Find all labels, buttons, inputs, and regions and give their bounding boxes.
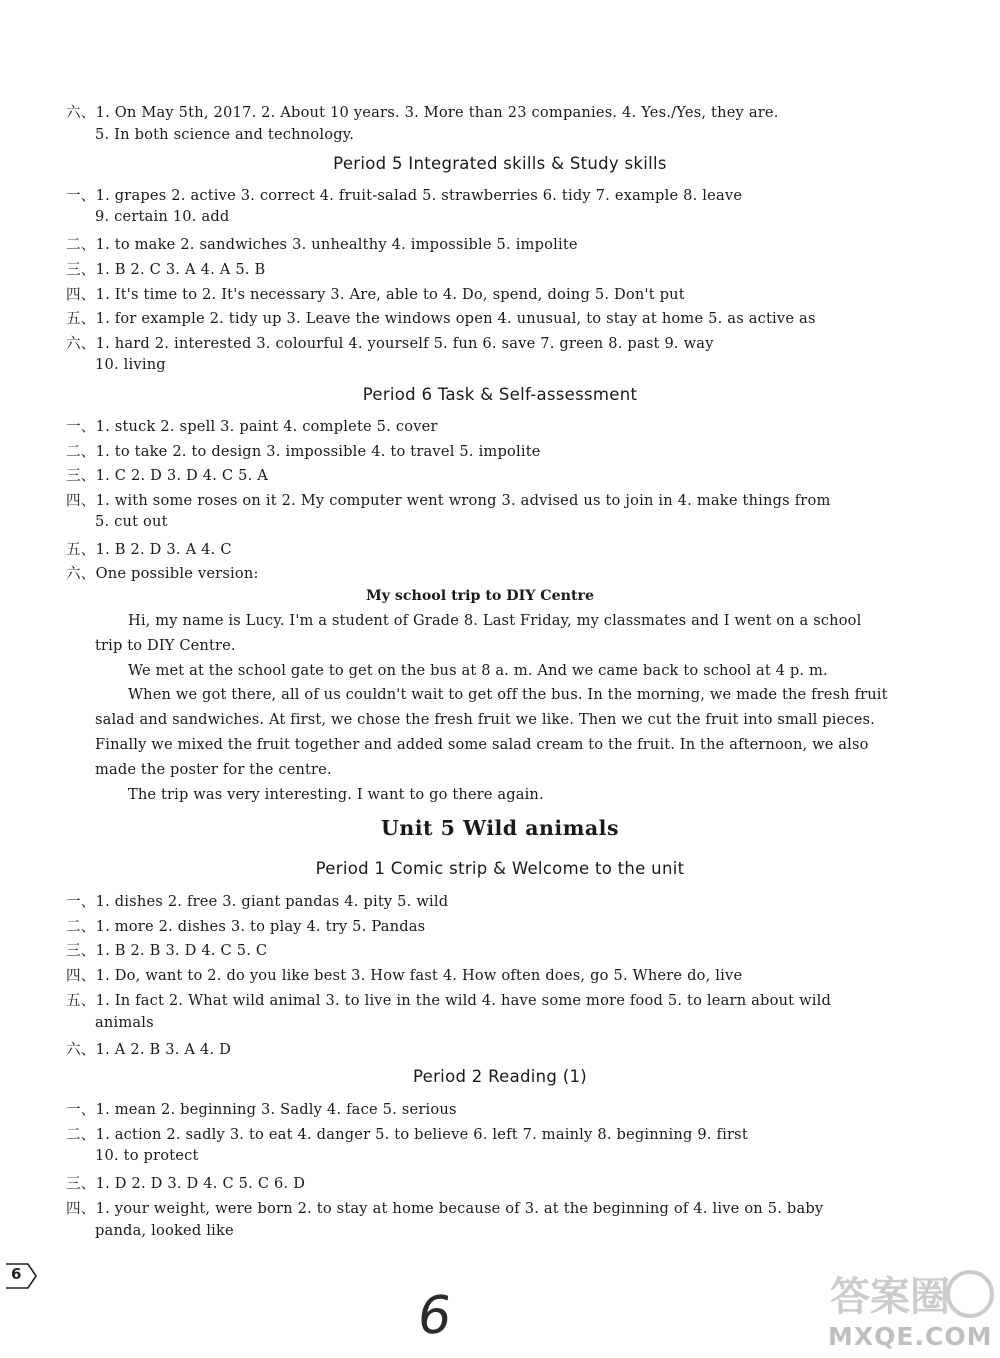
answer-line: 9. certain 10. add	[95, 208, 230, 225]
answer-line: 三、1. C 2. D 3. D 4. C 5. A	[66, 467, 269, 484]
answer-line: panda, looked like	[95, 1222, 234, 1239]
watermark-text: MXQE.COM	[828, 1322, 993, 1351]
essay-line: We met at the school gate to get on the bus at 8 a. m. And we came back to school at 4 p. m.	[128, 662, 828, 679]
answer-line: animals	[95, 1014, 154, 1031]
watermark-logo-text: 答案圈	[830, 1274, 950, 1320]
essay-line: Finally we mixed the fruit together and added some salad cream to the fruit. In the afternoon, we also	[95, 736, 869, 753]
essay-line: salad and sandwiches. At first, we chose the fresh fruit we like. Then we cut the fruit into small pieces.	[95, 711, 875, 728]
unit-title: Unit 5 Wild animals	[380, 816, 620, 840]
answer-line: 二、1. to take 2. to design 3. impossible 4. to travel 5. impolite	[66, 443, 541, 460]
answer-line: 一、1. grapes 2. active 3. correct 4. fruit-salad 5. strawberries 6. tidy 7. example 8. leave	[66, 187, 743, 204]
period-heading: Period 6 Task & Self-assessment	[362, 385, 638, 404]
answer-line: 10. living	[95, 356, 166, 373]
answer-line: 六、1. A 2. B 3. A 4. D	[66, 1041, 232, 1058]
answer-line: 五、1. for example 2. tidy up 3. Leave the windows open 4. unusual, to stay at home 5. as active as	[66, 310, 816, 327]
answer-line: 10. to protect	[95, 1147, 199, 1164]
period-heading: Period 2 Reading (1)	[412, 1067, 588, 1086]
watermark-logo-icon	[820, 1262, 996, 1326]
essay-line: Hi, my name is Lucy. I'm a student of Grade 8. Last Friday, my classmates and I went on a school	[128, 612, 862, 629]
answer-line: 四、1. your weight, were born 2. to stay at home because of 3. at the beginning of 4. live on 5. baby	[66, 1200, 824, 1217]
answer-line: 五、1. In fact 2. What wild animal 3. to live in the wild 4. have some more food 5. to learn about wild	[66, 992, 832, 1009]
answer-line: 三、1. B 2. B 3. D 4. C 5. C	[66, 942, 268, 959]
answer-line: 二、1. to make 2. sandwiches 3. unhealthy 4. impossible 5. impolite	[66, 236, 578, 253]
answer-line: 六、One possible version:	[66, 565, 259, 582]
answer-line: 二、1. action 2. sadly 3. to eat 4. danger 5. to believe 6. left 7. mainly 8. beginning 9. first	[66, 1126, 748, 1143]
answer-line: 三、1. B 2. C 3. A 4. A 5. B	[66, 261, 266, 278]
answer-line: 一、1. dishes 2. free 3. giant pandas 4. pity 5. wild	[66, 893, 449, 910]
period-heading: Period 1 Comic strip & Welcome to the unit	[315, 859, 685, 878]
essay-line: The trip was very interesting. I want to go there again.	[128, 786, 544, 803]
answer-line: 四、1. Do, want to 2. do you like best 3. How fast 4. How often does, go 5. Where do, live	[66, 967, 743, 984]
answer-line: 六、1. On May 5th, 2017. 2. About 10 years. 3. More than 23 companies. 4. Yes./Yes, they are.	[66, 104, 779, 121]
answer-line: 四、1. with some roses on it 2. My computer went wrong 3. advised us to join in 4. make things from	[66, 492, 831, 509]
answer-line: 三、1. D 2. D 3. D 4. C 5. C 6. D	[66, 1175, 306, 1192]
answer-line: 五、1. B 2. D 3. A 4. C	[66, 541, 232, 558]
page-number: 6	[11, 1265, 22, 1283]
essay-line: When we got there, all of us couldn't wait to get off the bus. In the morning, we made the fresh fruit	[128, 686, 888, 703]
answer-line: 5. cut out	[95, 513, 168, 530]
essay-title: My school trip to DIY Centre	[365, 588, 594, 604]
handwritten-page-number: 6	[413, 1286, 456, 1346]
period-heading: Period 5 Integrated skills & Study skills	[333, 154, 667, 173]
answer-line: 一、1. mean 2. beginning 3. Sadly 4. face 5. serious	[66, 1101, 457, 1118]
essay-line: made the poster for the centre.	[95, 761, 332, 778]
answer-line: 四、1. It's time to 2. It's necessary 3. Are, able to 4. Do, spend, doing 5. Don't put	[66, 286, 685, 303]
page-number-badge	[2, 1258, 40, 1294]
answer-line: 5. In both science and technology.	[95, 126, 355, 143]
site-watermark	[820, 1262, 996, 1354]
answer-line: 六、1. hard 2. interested 3. colourful 4. yourself 5. fun 6. save 7. green 8. past 9. way	[66, 335, 714, 352]
essay-line: trip to DIY Centre.	[95, 637, 236, 654]
answer-line: 一、1. stuck 2. spell 3. paint 4. complete 5. cover	[66, 418, 438, 435]
answer-line: 二、1. more 2. dishes 3. to play 4. try 5. Pandas	[66, 918, 426, 935]
